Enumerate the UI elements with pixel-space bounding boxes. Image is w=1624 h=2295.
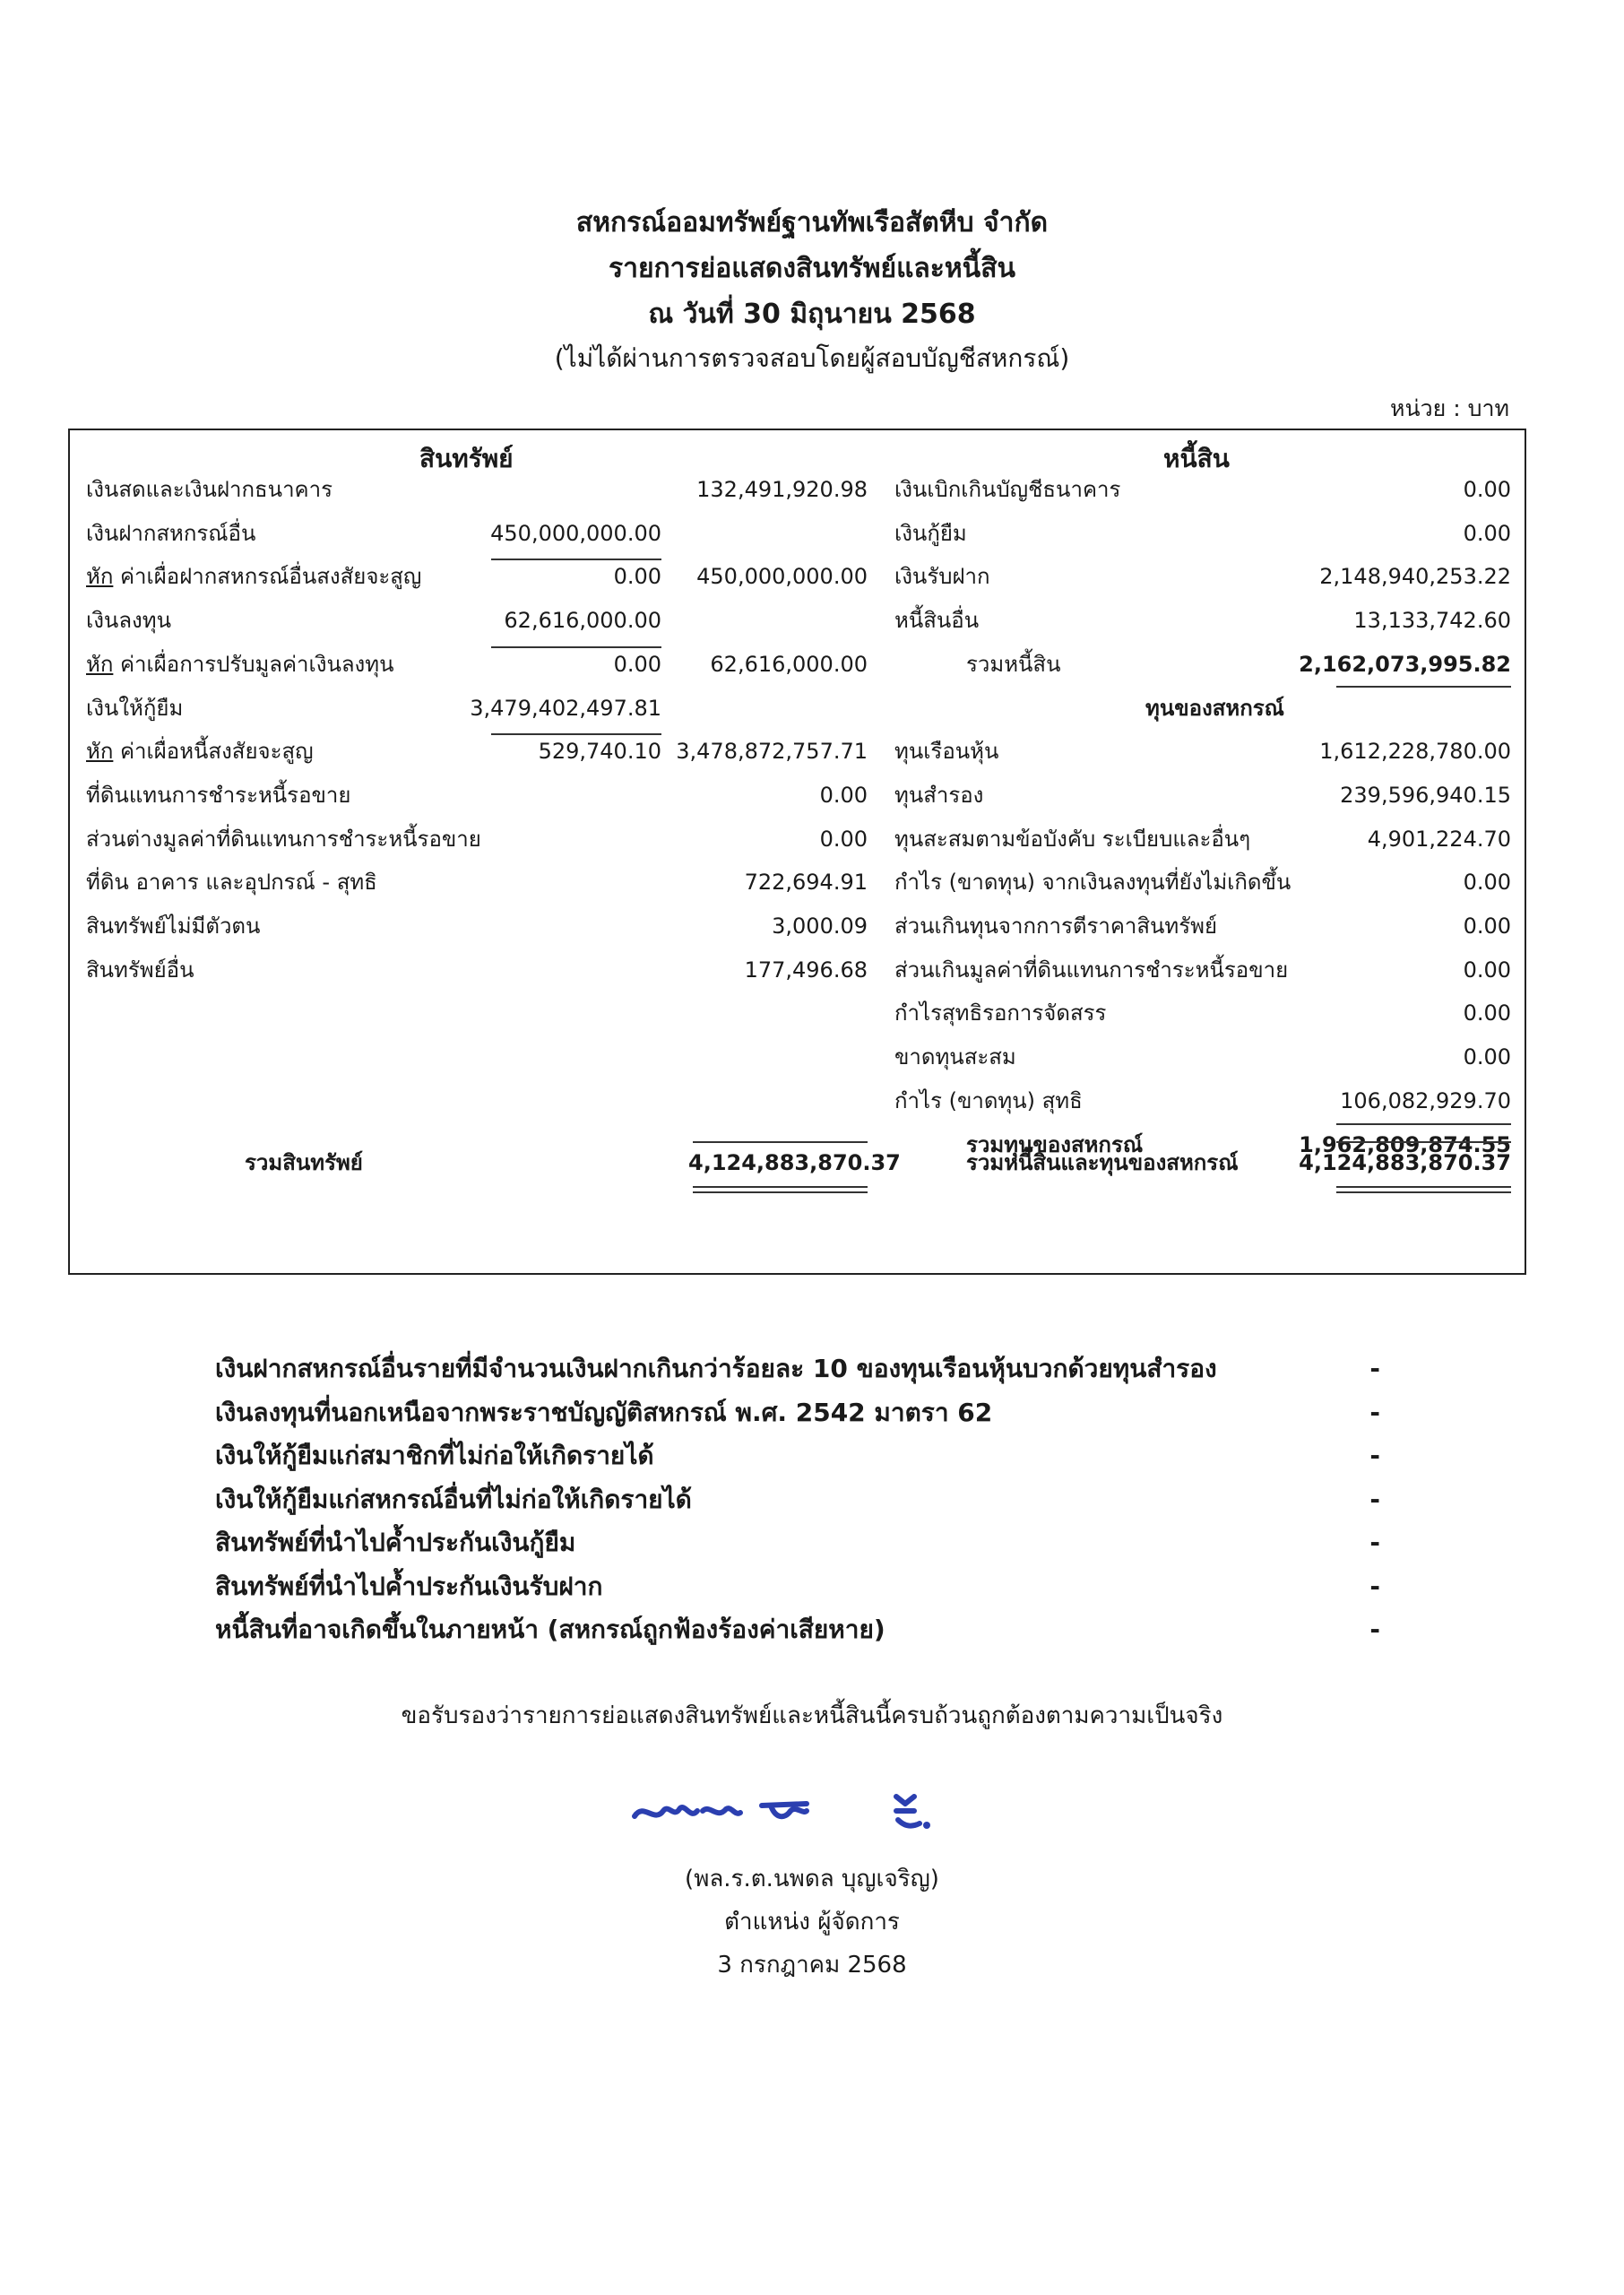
liability-row-value: 0.00	[1463, 520, 1511, 546]
asset-label: เงินลงทุน	[86, 608, 171, 634]
signer-name: (พล.ร.ต.นพดล บุญเจริญ)	[685, 1866, 939, 1892]
assets-heading: สินทรัพย์	[419, 444, 514, 473]
asset-row	[86, 514, 868, 553]
disclosure-label: เงินลงทุนที่นอกเหนือจากพระราชบัญญัติสหกรณ์ พ.ศ. 2542 มาตรา 62	[215, 1397, 993, 1427]
asset-value: 62,616,000.00	[710, 651, 868, 677]
equity-row-label: ทุนสะสมตามข้อบังคับ ระเบียบและอื่นๆ	[894, 826, 1251, 852]
asset-row	[86, 906, 868, 946]
total-liabilities-value: 2,162,073,995.82	[1299, 651, 1511, 677]
equity-row-label: กำไรสุทธิรอการจัดสรร	[894, 1000, 1107, 1026]
disclosure-value: -	[1369, 1397, 1380, 1427]
asset-row	[86, 645, 868, 684]
grand-total-top-rule	[1336, 1141, 1511, 1143]
equity-row-value: 0.00	[1463, 1044, 1511, 1070]
asset-value: 132,491,920.98	[696, 477, 868, 502]
asset-value: 0.00	[819, 826, 868, 852]
total-assets-label: รวมสินทรัพย์	[245, 1150, 363, 1176]
asset-subvalue: 3,479,402,497.81	[470, 695, 661, 721]
liability-row-value: 0.00	[1463, 477, 1511, 502]
asset-row	[86, 775, 868, 815]
asset-row	[86, 688, 868, 728]
grand-total-double-rule-1	[1336, 1186, 1511, 1188]
subtotal-rule	[491, 646, 661, 648]
asset-subvalue: 450,000,000.00	[490, 520, 661, 546]
total-assets-double-rule-2	[693, 1191, 868, 1193]
equity-row-value: 239,596,940.15	[1340, 782, 1511, 808]
grand-total-value: 4,124,883,870.37	[1299, 1150, 1511, 1176]
statement-table	[68, 429, 1526, 1275]
equity-row-label: ส่วนเกินทุนจากการตีราคาสินทรัพย์	[894, 914, 1217, 939]
report-date: ณ วันที่ 30 มิถุนายน 2568	[648, 299, 976, 330]
asset-subvalue: 529,740.10	[538, 739, 661, 765]
asset-value: 450,000,000.00	[696, 564, 868, 590]
disclosure-value: -	[1369, 1441, 1380, 1470]
asset-value: 3,478,872,757.71	[676, 739, 868, 765]
equity-row-label: ทุนสำรอง	[894, 782, 984, 808]
equity-row-value: 0.00	[1463, 914, 1511, 939]
asset-row	[86, 470, 868, 509]
certification-text: ขอรับรองว่ารายการย่อแสดงสินทรัพย์และหนี้สินนี้ครบถ้วนถูกต้องตามความเป็นจริง	[401, 1702, 1223, 1729]
subtotal-rule	[491, 733, 661, 735]
equity-row-label: ขาดทุนสะสม	[894, 1044, 1016, 1070]
asset-label: ที่ดิน อาคาร และอุปกรณ์ - สุทธิ	[86, 870, 377, 896]
equity-row-label: ส่วนเกินมูลค่าที่ดินแทนการชำระหนี้รอขาย	[894, 957, 1289, 983]
asset-label: หัก ค่าเผื่อการปรับมูลค่าเงินลงทุน	[86, 651, 394, 677]
total-assets-top-rule	[693, 1141, 868, 1143]
disclosure-row	[215, 1434, 1380, 1477]
total-equity-top-rule	[1336, 1123, 1511, 1125]
grand-total-label: รวมหนี้สินและทุนของสหกรณ์	[966, 1150, 1239, 1176]
liability-row-label: เงินกู้ยืม	[894, 520, 967, 546]
asset-row	[86, 862, 868, 902]
disclosure-label: เงินให้กู้ยืมแก่สมาชิกที่ไม่ก่อให้เกิดรายได้	[215, 1441, 654, 1470]
asset-row	[86, 601, 868, 640]
deduct-prefix: หัก	[86, 564, 114, 590]
asset-label: เงินฝากสหกรณ์อื่น	[86, 520, 256, 546]
signer-position: ตำแหน่ง ผู้จัดการ	[724, 1909, 900, 1936]
total-liabilities-label: รวมหนี้สิน	[966, 651, 1061, 677]
asset-label: หัก ค่าเผื่อฝากสหกรณ์อื่นสงสัยจะสูญ	[86, 564, 422, 590]
equity-row-label: ทุนเรือนหุ้น	[894, 739, 999, 765]
equity-row-value: 0.00	[1463, 957, 1511, 983]
disclosure-label: หนี้สินที่อาจเกิดขึ้นในภายหน้า (สหกรณ์ถูกฟ้องร้องค่าเสียหาย)	[215, 1615, 885, 1644]
handwritten-signature	[627, 1784, 968, 1838]
audit-note: (ไม่ได้ผ่านการตรวจสอบโดยผู้สอบบัญชีสหกรณ์)	[554, 343, 1070, 373]
total-assets-value: 4,124,883,870.37	[688, 1150, 901, 1176]
total-equity-label: รวมทุนของสหกรณ์	[966, 1131, 1144, 1157]
report-title: รายการย่อแสดงสินทรัพย์และหนี้สิน	[608, 253, 1016, 284]
asset-label: หัก ค่าเผื่อหนี้สงสัยจะสูญ	[86, 739, 314, 765]
disclosure-label: เงินฝากสหกรณ์อื่นรายที่มีจำนวนเงินฝากเกินกว่าร้อยละ 10 ของทุนเรือนหุ้นบวกด้วยทุนสำรอง	[215, 1354, 1217, 1383]
unit-label: หน่วย : บาท	[1390, 395, 1509, 421]
disclosure-value: -	[1369, 1484, 1380, 1514]
asset-label: สินทรัพย์ไม่มีตัวตน	[86, 914, 261, 939]
disclosure-row	[215, 1347, 1380, 1390]
disclosure-label: สินทรัพย์ที่นำไปค้ำประกันเงินกู้ยืม	[215, 1528, 576, 1557]
asset-value: 722,694.91	[744, 870, 868, 896]
equity-row-value: 0.00	[1463, 1000, 1511, 1026]
total-assets-double-rule-1	[693, 1186, 868, 1188]
equity-row-value: 1,612,228,780.00	[1319, 739, 1511, 765]
grand-total-double-rule-2	[1336, 1191, 1511, 1193]
disclosure-value: -	[1369, 1528, 1380, 1557]
deduct-prefix: หัก	[86, 651, 114, 677]
equity-row-label: กำไร (ขาดทุน) จากเงินลงทุนที่ยังไม่เกิดขึ้น	[894, 870, 1291, 896]
total-equity-value: 1,962,809,874.55	[1299, 1131, 1511, 1157]
disclosure-row	[215, 1478, 1380, 1521]
disclosure-value: -	[1369, 1354, 1380, 1383]
equity-row-value: 106,082,929.70	[1340, 1087, 1511, 1113]
liability-row-label: หนี้สินอื่น	[894, 608, 980, 634]
asset-label: ที่ดินแทนการชำระหนี้รอขาย	[86, 782, 351, 808]
disclosure-row	[215, 1608, 1380, 1651]
subtotal-rule	[491, 559, 661, 560]
total-liabilities-rule	[1336, 686, 1511, 688]
asset-row	[86, 819, 868, 859]
asset-row	[86, 732, 868, 771]
asset-subvalue: 0.00	[613, 651, 661, 677]
liability-row-label: เงินเบิกเกินบัญชีธนาคาร	[894, 477, 1121, 502]
asset-value: 3,000.09	[772, 914, 868, 939]
disclosure-value: -	[1369, 1615, 1380, 1644]
asset-row	[86, 557, 868, 596]
disclosure-row	[215, 1521, 1380, 1564]
asset-subvalue: 0.00	[613, 564, 661, 590]
asset-value: 177,496.68	[744, 957, 868, 983]
liability-row-value: 13,133,742.60	[1353, 608, 1511, 634]
asset-value: 0.00	[819, 782, 868, 808]
liability-row-value: 2,148,940,253.22	[1319, 564, 1511, 590]
disclosure-label: เงินให้กู้ยืมแก่สหกรณ์อื่นที่ไม่ก่อให้เกิดรายได้	[215, 1484, 692, 1514]
org-name: สหกรณ์ออมทรัพย์ฐานทัพเรือสัตหีบ จำกัด	[575, 207, 1049, 238]
disclosure-row	[215, 1391, 1380, 1434]
disclosure-label: สินทรัพย์ที่นำไปค้ำประกันเงินรับฝาก	[215, 1571, 603, 1601]
equity-row-value: 0.00	[1463, 870, 1511, 896]
signature-date: 3 กรกฎาคม 2568	[717, 1952, 907, 1979]
disclosure-value: -	[1369, 1571, 1380, 1601]
deduct-prefix: หัก	[86, 739, 114, 765]
asset-subvalue: 62,616,000.00	[504, 608, 661, 634]
asset-row	[86, 950, 868, 990]
disclosure-row	[215, 1565, 1380, 1608]
asset-label: เงินสดและเงินฝากธนาคาร	[86, 477, 333, 502]
equity-heading: ทุนของสหกรณ์	[1145, 695, 1284, 721]
asset-label: ส่วนต่างมูลค่าที่ดินแทนการชำระหนี้รอขาย	[86, 826, 481, 852]
asset-label: สินทรัพย์อื่น	[86, 957, 194, 983]
equity-row-label: กำไร (ขาดทุน) สุทธิ	[894, 1087, 1083, 1113]
liability-row-label: เงินรับฝาก	[894, 564, 990, 590]
asset-label: เงินให้กู้ยืม	[86, 695, 184, 721]
equity-row-value: 4,901,224.70	[1367, 826, 1511, 852]
liabilities-heading: หนี้สิน	[1163, 444, 1230, 473]
